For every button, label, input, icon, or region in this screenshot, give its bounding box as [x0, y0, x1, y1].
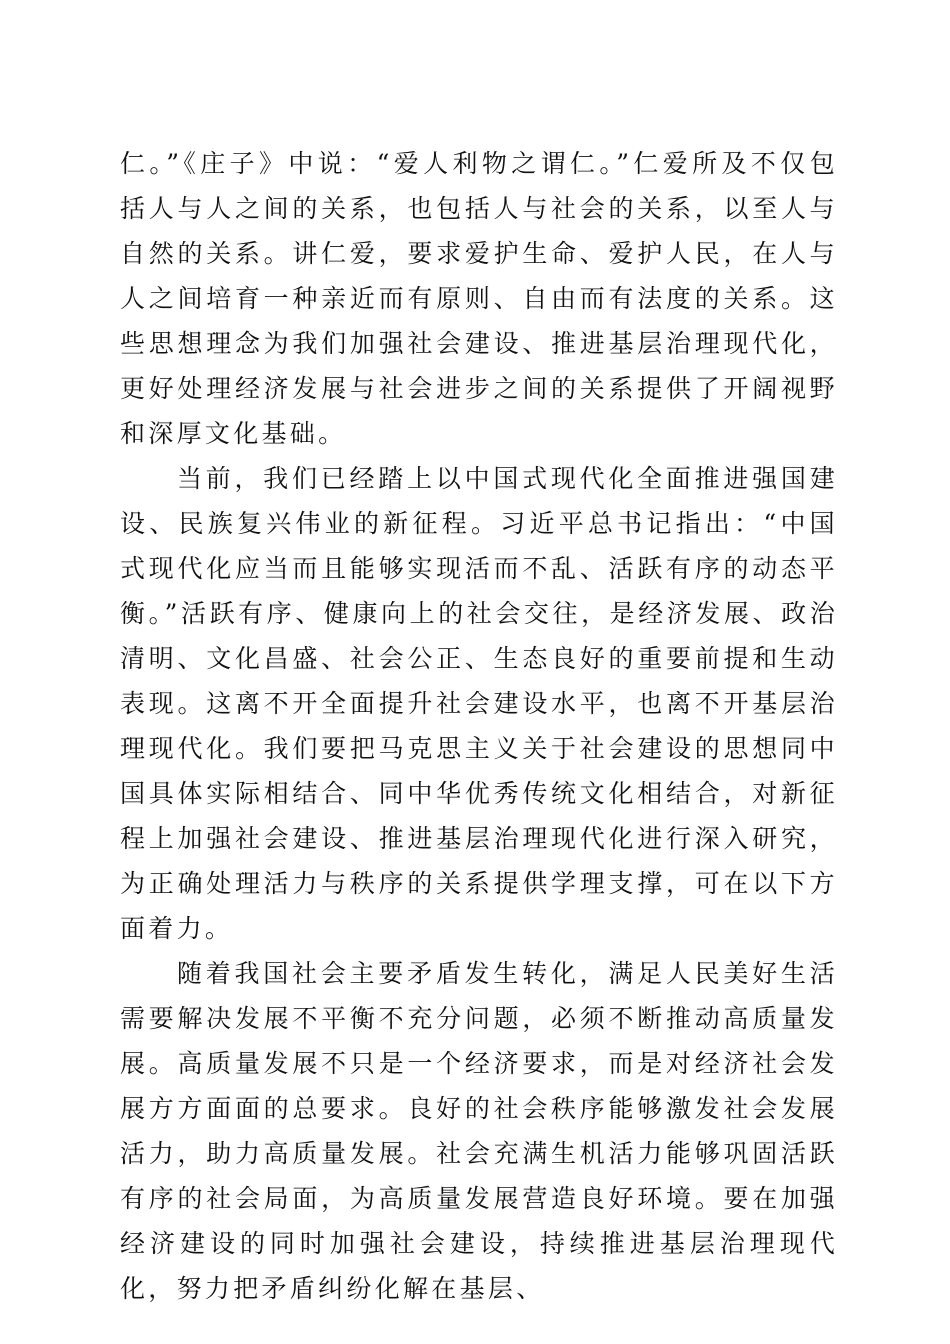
paragraph-modernization: 当前，我们已经踏上以中国式现代化全面推进强国建设、民族复兴伟业的新征程。习近平总书记指出：“中国式现代化应当而且能够实现活而不乱、活跃有序的动态平衡。”活跃有序、健康向上的社会交往，是经济发展、政治清明、文化昌盛、社会公正、生态良好的重要前提和生动表现。这离不开全面提升社会建设水平，也离不开基层治理现代化。我们要把马克思主义关于社会建设的思想同中国具体实际相结合、同中华优秀传统文化相结合，对新征程上加强社会建设、推进基层治理现代化进行深入研究，为正确处理活力与秩序的关系提供学理支撑，可在以下方面着力。	[120, 464, 838, 943]
paragraph-high-quality-development: 随着我国社会主要矛盾发生转化，满足人民美好生活需要解决发展不平衡不充分问题，必须不断推动高质量发展。高质量发展不只是一个经济要求，而是对经济社会发展方方面面的总要求。良好的社会秩序能够激发社会发展活力，助力高质量发展。社会充满生机活力能够巩固活跃有序的社会局面，为高质量发展营造良好环境。要在加强经济建设的同时加强社会建设，持续推进基层治理现代化，努力把矛盾纠纷化解在基层、	[120, 959, 838, 1303]
paragraph-continued: 仁。”《庄子》中说：“爱人利物之谓仁。”仁爱所及不仅包括人与人之间的关系，也包括人与社会的关系，以至人与自然的关系。讲仁爱，要求爱护生命、爱护人民，在人与人之间培育一种亲近而有原则、自由而有法度的关系。这些思想理念为我们加强社会建设、推进基层治理现代化，更好处理经济发展与社会进步之间的关系提供了开阔视野和深厚文化基础。	[120, 149, 838, 448]
body-text	[120, 141, 838, 1311]
